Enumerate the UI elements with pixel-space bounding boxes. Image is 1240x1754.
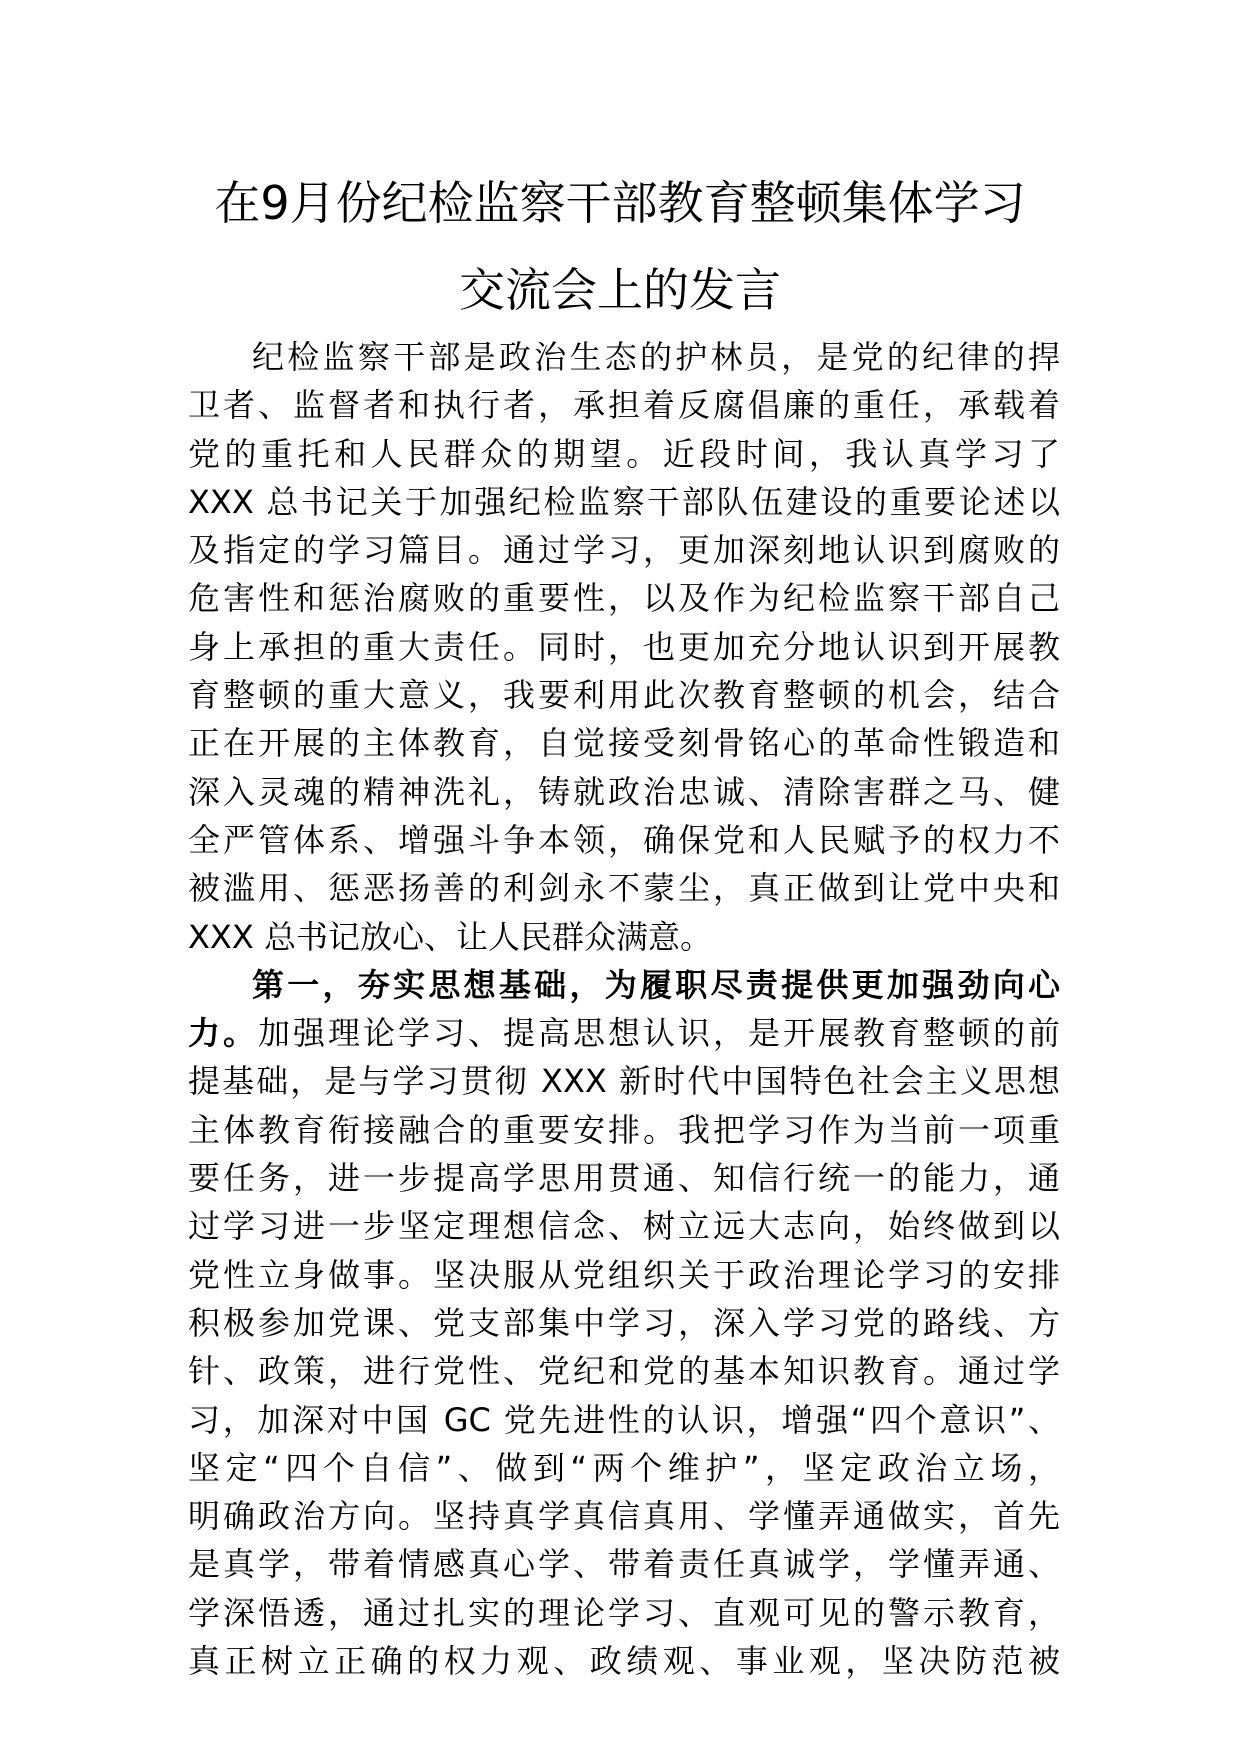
paragraph-line: 育整顿的重大意义，我要利用此次教育整顿的机会，结合	[188, 676, 1060, 715]
paragraph-line: 党的重托和人民群众的期望。近段时间，我认真学习了	[188, 434, 1060, 473]
paragraph-line: 危害性和惩治腐败的重要性，以及作为纪检监察干部自己	[188, 579, 1060, 618]
paragraph-line: XXX 总书记关于加强纪检监察干部队伍建设的重要论述以	[188, 482, 1060, 521]
paragraph-line: 全严管体系、增强斗争本领，确保党和人民赋予的权力不	[188, 820, 1060, 859]
paragraph-line: 被滥用、惩恶扬善的利剑永不蒙尘，真正做到让党中央和	[188, 869, 1060, 908]
paragraph-line: 要任务，进一步提高学思用贯通、知信行统一的能力，通	[188, 1159, 1060, 1198]
paragraph-line: 身上承担的重大责任。同时，也更加充分地认识到开展教	[188, 627, 1060, 666]
section-heading-end: 力。	[188, 1014, 258, 1053]
paragraph-line: 深入灵魂的精神洗礼，铸就政治忠诚、清除害群之马、健	[188, 772, 1060, 811]
paragraph-line: 学深悟透，通过扎实的理论学习、直观可见的警示教育，	[188, 1593, 1060, 1632]
paragraph-line: 纪检监察干部是政治生态的护林员，是党的纪律的捍	[252, 338, 1060, 376]
paragraph-line: 主体教育衔接融合的重要安排。我把学习作为当前一项重	[188, 1110, 1060, 1149]
document-body	[188, 333, 1060, 1685]
paragraph-line: 坚定“四个自信”、做到“两个维护”，坚定政治立场，	[188, 1448, 1060, 1487]
paragraph-line: 习，加深对中国 GC 党先进性的认识，增强“四个意识”、	[188, 1400, 1060, 1439]
paragraph-line: 过学习进一步坚定理想信念、树立远大志向，始终做到以	[188, 1207, 1060, 1246]
paragraph-line: 党性立身做事。坚决服从党组织关于政治理论学习的安排	[188, 1255, 1060, 1294]
paragraph-line: 真正树立正确的权力观、政绩观、事业观，坚决防范被	[188, 1642, 1060, 1681]
paragraph-2	[188, 961, 1060, 1685]
paragraph-line: 是真学，带着情感真心学、带着责任真诚学，学懂弄通、	[188, 1545, 1060, 1584]
paragraph-line: 积极参加党课、党支部集中学习，深入学习党的路线、方	[188, 1303, 1060, 1342]
paragraph-line: 提基础，是与学习贯彻 XXX 新时代中国特色社会主义思想	[188, 1062, 1060, 1101]
paragraph-line: 正在开展的主体教育，自觉接受刻骨铭心的革命性锻造和	[188, 724, 1060, 763]
paragraph-line: XXX 总书记放心、让人民群众满意。	[188, 917, 712, 956]
document-title-line-1: 在9月份纪检监察干部教育整顿集体学习	[214, 176, 1026, 230]
document-title-line-2: 交流会上的发言	[459, 263, 781, 317]
paragraph-line: 卫者、监督者和执行者，承担着反腐倡廉的重任，承载着	[188, 386, 1060, 425]
section-heading: 第一，夯实思想基础，为履职尽责提供更加强劲向心	[252, 965, 1060, 1004]
paragraph-line	[188, 1009, 1060, 1057]
paragraph-line: 明确政治方向。坚持真学真信真用、学懂弄通做实，首先	[188, 1497, 1060, 1536]
paragraph-line: 针、政策，进行党性、党纪和党的基本知识教育。通过学	[188, 1352, 1060, 1391]
paragraph-1	[188, 333, 1060, 961]
paragraph-line-text: 加强理论学习、提高思想认识，是开展教育整顿的前	[258, 1014, 1060, 1053]
paragraph-line: 及指定的学习篇目。通过学习，更加深刻地认识到腐败的	[188, 531, 1060, 570]
